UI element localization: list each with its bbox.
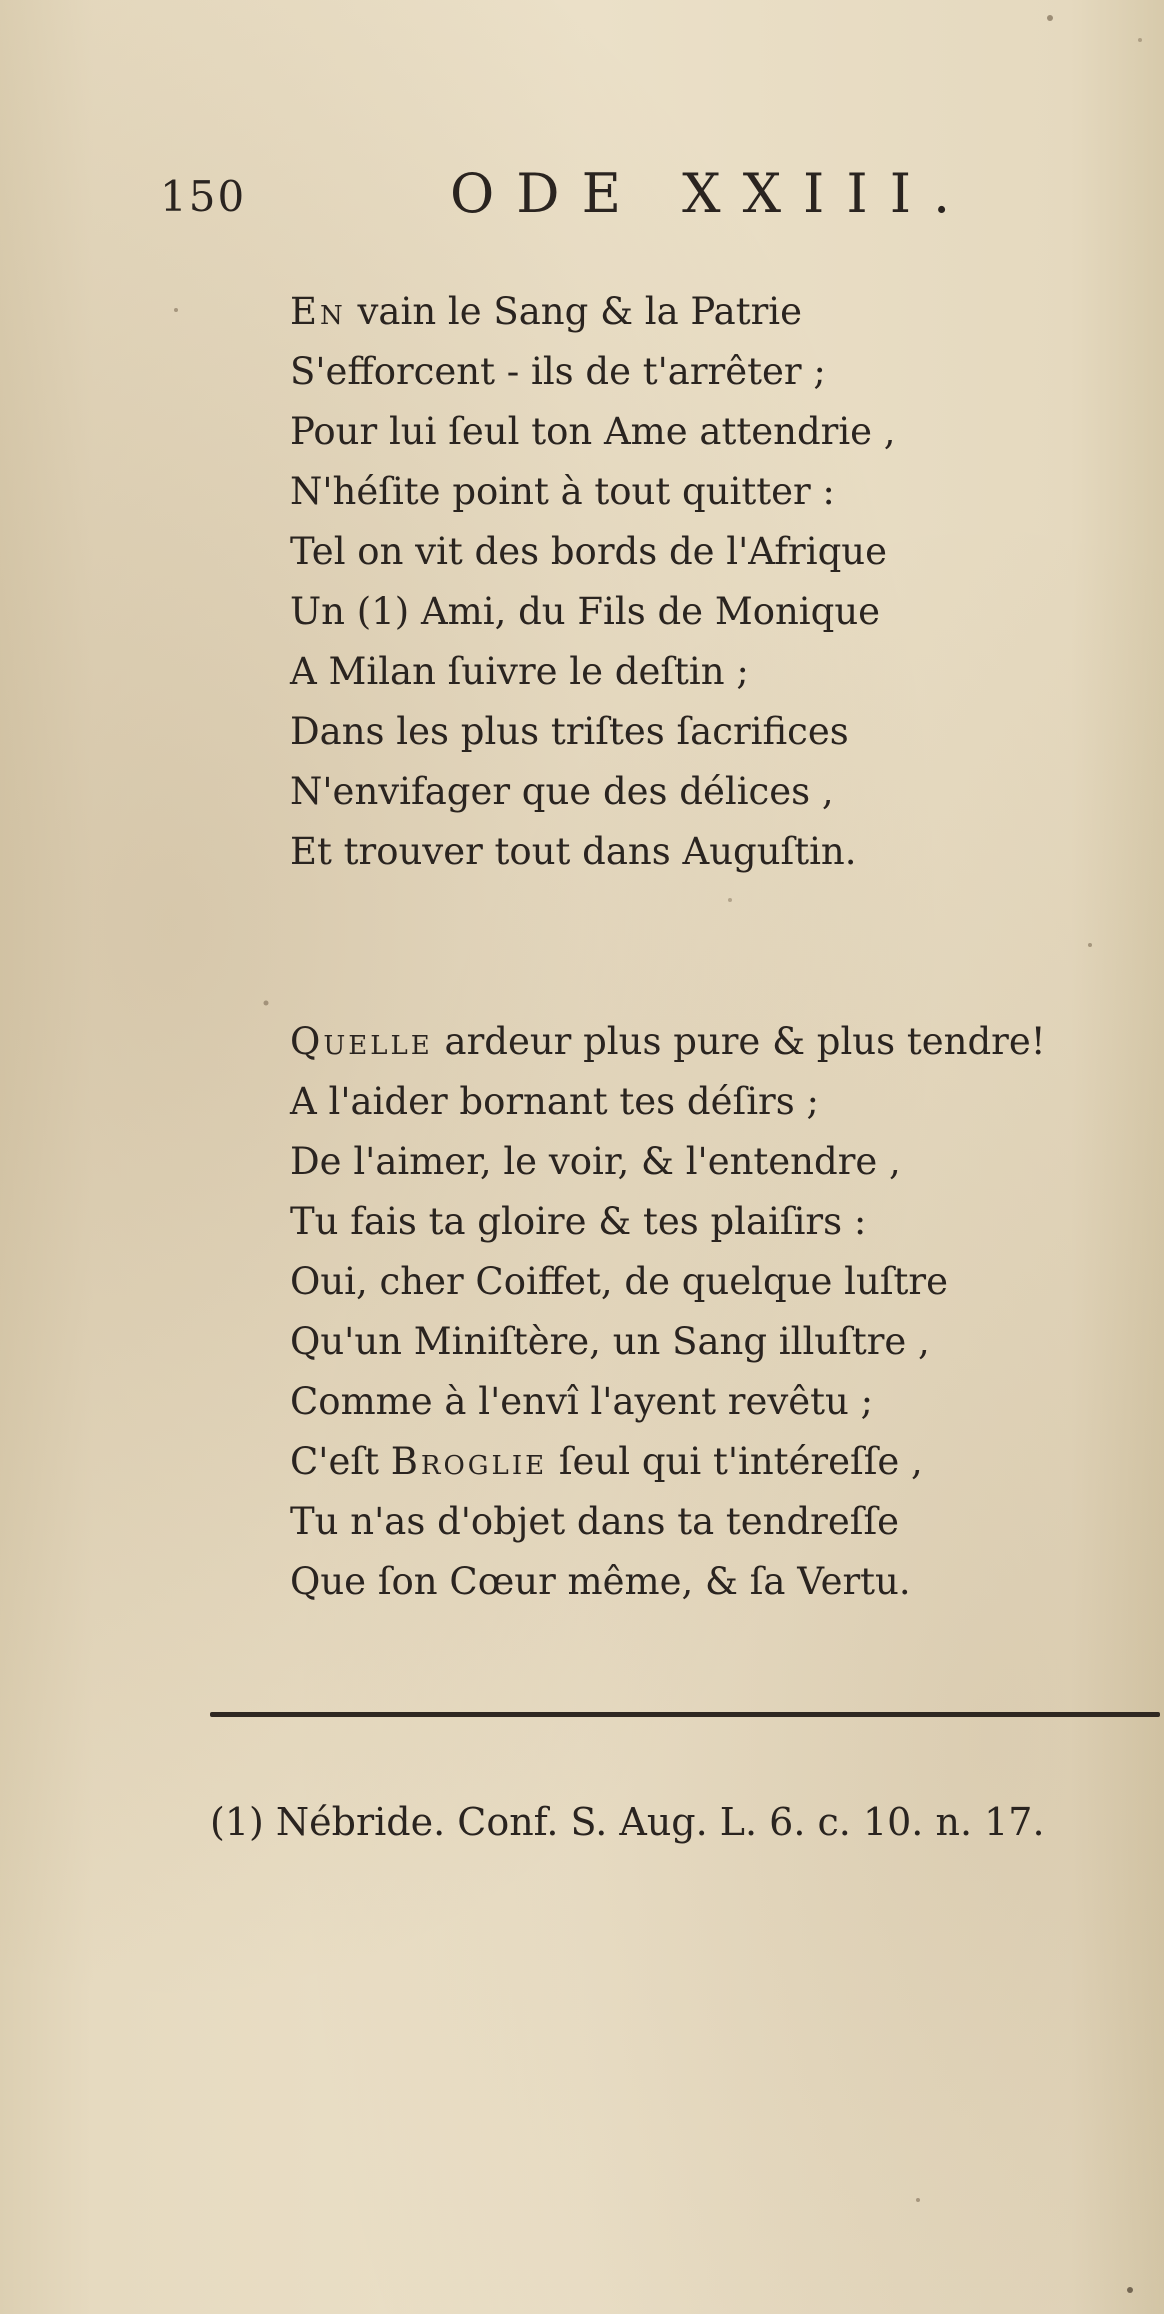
- verse-line: De l'aimer, le voir, & l'entendre ,: [290, 1140, 901, 1183]
- verse-line: [290, 1432, 1160, 1492]
- verse-line: N'envifager que des délices ,: [290, 770, 834, 813]
- verse-line-text: C'eſt: [290, 1440, 391, 1483]
- page-number: 150: [160, 172, 247, 221]
- verse-line: A Milan ſuivre le deſtin ;: [290, 650, 749, 693]
- stanza-2: [290, 1012, 1160, 1612]
- running-header: [0, 162, 1164, 232]
- verse-line: S'efforcent - ils de t'arrêter ;: [290, 350, 826, 393]
- verse-line: [290, 1012, 1160, 1072]
- running-title: ODE XXIII.: [450, 162, 973, 225]
- name-broglie: Broglie: [390, 1440, 548, 1483]
- footnote: (1) Nébride. Conf. S. Aug. L. 6. c. 10. n. 17.: [210, 1800, 1045, 1844]
- verse-line: A l'aider bornant tes déſirs ;: [290, 1080, 819, 1123]
- verse-line: Tu fais ta gloire & tes plaiſirs :: [290, 1200, 867, 1243]
- verse-line-text: ſeul qui t'intéreſſe ,: [547, 1440, 923, 1483]
- stanza-1: [290, 282, 1160, 882]
- stanza-opening-word: Quelle: [290, 1020, 433, 1063]
- verse-line: Qu'un Miniſtère, un Sang illuſtre ,: [290, 1320, 930, 1363]
- verse-line: Pour lui ſeul ton Ame attendrie ,: [290, 410, 896, 453]
- verse-line: Un (1) Ami, du Fils de Monique: [290, 590, 881, 633]
- verse-line: Oui, cher Coiffet, de quelque luſtre: [290, 1260, 948, 1303]
- verse-line: N'héſite point à tout quitter :: [290, 470, 835, 513]
- verse-line: [290, 282, 1160, 342]
- verse-line-text: ardeur plus pure & plus tendre!: [432, 1020, 1046, 1063]
- verse-line: Comme à l'envî l'ayent revêtu ;: [290, 1380, 874, 1423]
- verse-line: Que ſon Cœur même, & ſa Vertu.: [290, 1560, 911, 1603]
- verse-line: Tel on vit des bords de l'Afrique: [290, 530, 887, 573]
- stanza-opening-word: En: [290, 290, 346, 333]
- verse-line: Dans les plus triſtes ſacrifices: [290, 710, 849, 753]
- footnote-rule: [210, 1712, 1160, 1717]
- verse-line-text: vain le Sang & la Patrie: [345, 290, 803, 333]
- verse-line: Et trouver tout dans Auguſtin.: [290, 830, 857, 873]
- verse-line: Tu n'as d'objet dans ta tendreſſe: [290, 1500, 900, 1543]
